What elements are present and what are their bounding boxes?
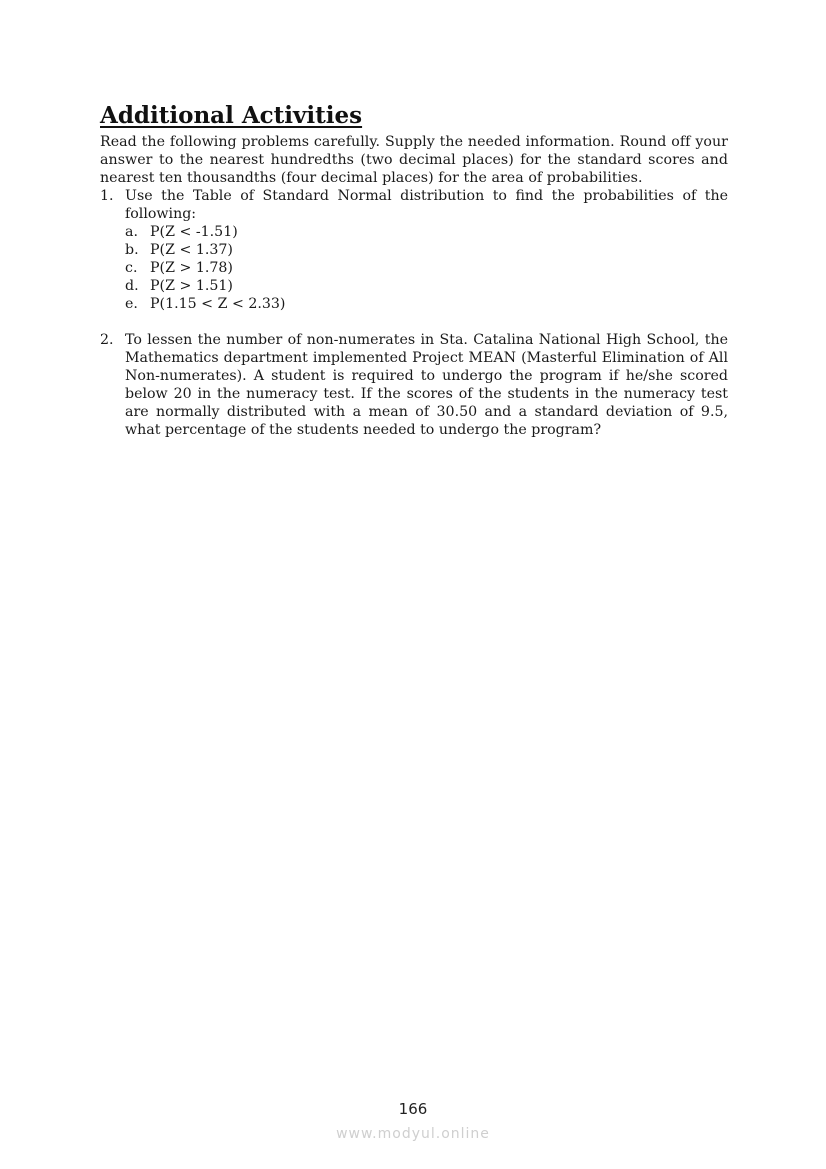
item-letter: a.	[125, 224, 138, 240]
item-text: P(Z < 1.37)	[150, 242, 233, 258]
list-item	[125, 241, 728, 259]
list-item	[125, 223, 728, 241]
list-item	[125, 277, 728, 295]
watermark: www.modyul.online	[336, 1126, 490, 1142]
item-letter: d.	[125, 278, 139, 294]
item-text: P(Z > 1.51)	[150, 278, 233, 294]
list-item	[125, 259, 728, 277]
problem-text: Use the Table of Standard Normal distribution to find the probabilities of the following:	[125, 188, 728, 222]
list-item	[125, 295, 728, 313]
problem-text: To lessen the number of non-numerates in Sta. Catalina National High School, the Mathematics department implemented Project MEAN (Masterful Elimination of All Non-numerates). A student is required to undergo the program if he/she scored below 20 in the numeracy test. If the scores of the students in the numeracy test are normally distributed with a mean of 30.50 and a standard deviation of 9.5, what percentage of the students needed to undergo the program?	[125, 332, 728, 438]
problem-number: 2.	[100, 332, 114, 348]
item-letter: c.	[125, 260, 138, 276]
page-number: 166	[398, 1100, 428, 1118]
document-page	[100, 102, 728, 439]
item-text: P(Z < -1.51)	[150, 224, 238, 240]
spacer	[100, 313, 728, 331]
problem-1	[100, 187, 728, 313]
problem-2	[100, 331, 728, 439]
item-text: P(Z > 1.78)	[150, 260, 233, 276]
item-letter: b.	[125, 242, 139, 258]
item-letter: e.	[125, 296, 138, 312]
problem-number: 1.	[100, 188, 114, 204]
section-heading: Additional Activities	[100, 102, 363, 129]
item-text: P(1.15 < Z < 2.33)	[150, 296, 286, 312]
instructions-paragraph: Read the following problems carefully. Supply the needed information. Round off your answer to the nearest hundredths (two decimal places) for the standard scores and nearest ten thousandths (four decimal places) for the area of probabilities.	[100, 134, 728, 186]
